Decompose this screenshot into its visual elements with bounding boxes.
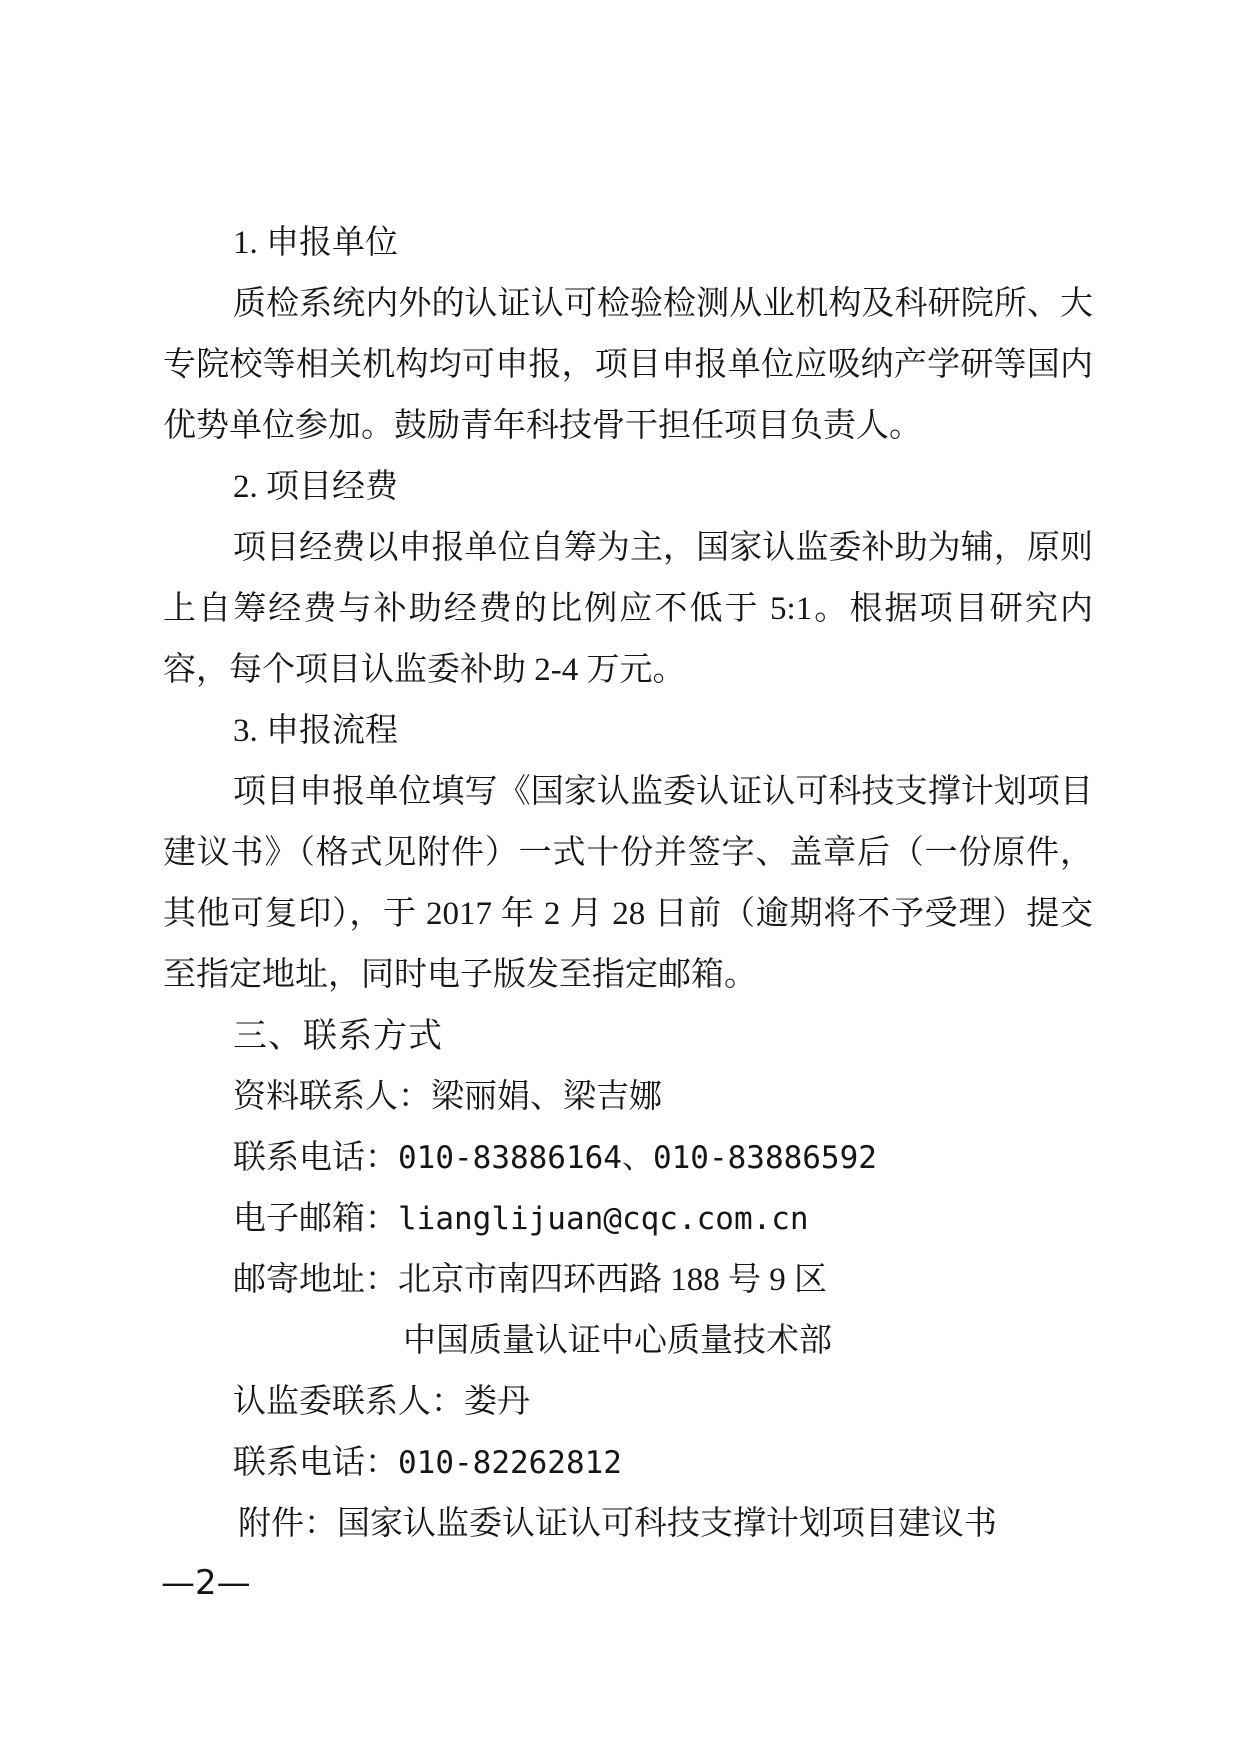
contact-label: 联系电话： [233,1445,398,1481]
contact-label: 邮寄地址： [233,1262,398,1298]
paragraph-3: 项目申报单位填写《国家认监委认证认可科技支撑计划项目建议书》（格式见附件）一式十份并签字、盖章后（一份原件，其他可复印），于 2017 年 2 月 28 日前（逾期将不予受理）提交至指定地址，同时电子版发至指定邮箱。 [163,774,1093,993]
contact-value: 娄丹 [464,1384,530,1420]
contact-label: 认监委联系人： [233,1384,464,1420]
contact-line-address-continued [163,1311,1093,1372]
contact-label: 资料联系人： [233,1079,431,1115]
list-item-heading-2: 2. 项目经费 [233,469,398,505]
contact-line-mail-address [163,1250,1093,1311]
contact-line-email [163,1189,1093,1250]
contact-line-phone-2 [163,1433,1093,1494]
contact-label: 联系电话： [233,1140,398,1176]
contact-value: 中国质量认证中心质量技术部 [403,1323,832,1359]
list-item-heading-1: 1. 申报单位 [233,225,398,261]
contact-line-cnca-contact [163,1372,1093,1433]
section-heading-contact: 三、联系方式 [233,1017,443,1055]
page-number: —2— [161,1563,251,1603]
paragraph-2: 项目经费以申报单位自筹为主，国家认监委补助为辅，原则上自筹经费与补助经费的比例应不低于 5:1。根据项目研究内容，每个项目认监委补助 2-4 万元。 [163,530,1093,688]
list-item-heading-3: 3. 申报流程 [233,713,398,749]
contact-value: 梁丽娟、梁吉娜 [431,1079,662,1115]
contact-line-phone-1 [163,1128,1093,1189]
attachment-label: 附件： [238,1506,337,1542]
attachment-value: 国家认监委认证认可科技支撑计划项目建议书 [337,1506,997,1542]
contact-email-value: lianglijuan@cqc.com.cn [398,1201,809,1237]
paragraph-1: 质检系统内外的认证认可检验检测从业机构及科研院所、大专院校等相关机构均可申报，项目申报单位应吸纳产学研等国内优势单位参加。鼓励青年科技骨干担任项目负责人。 [163,286,1093,444]
contact-phone-value: 010-82262812 [398,1445,622,1481]
document-body [163,213,1093,1555]
attachment-line [163,1494,1093,1555]
contact-phone-value: 010-83886164、010-83886592 [398,1140,877,1176]
contact-line-material-contact [163,1067,1093,1128]
contact-value: 北京市南四环西路 188 号 9 区 [398,1262,827,1298]
contact-label: 电子邮箱： [233,1201,398,1237]
